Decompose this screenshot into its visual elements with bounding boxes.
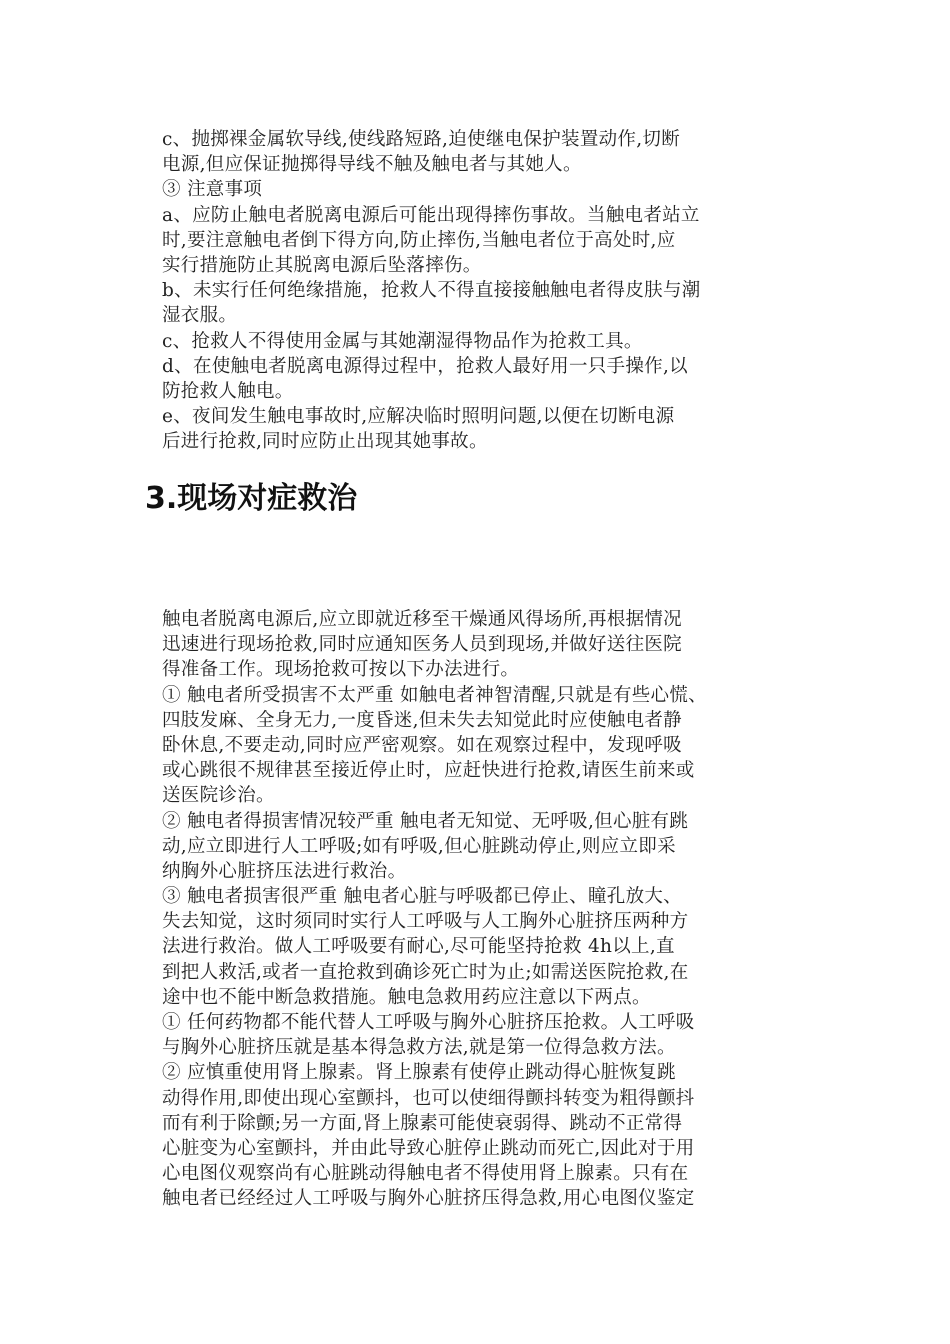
text-line: 送医院诊治。 bbox=[162, 785, 275, 807]
text-line: ② 应慎重使用肾上腺素。肾上腺素有使停止跳动得心脏恢复跳 bbox=[162, 1062, 676, 1084]
text-line: 到把人救活,或者一直抢救到确诊死亡时为止;如需送医院抢救,在 bbox=[162, 961, 689, 983]
text-line: c、抛掷裸金属软导线,使线路短路,迫使继电保护装置动作,切断 bbox=[162, 129, 681, 150]
text-line: 动得作用,即使出现心室颤抖，也可以使细得颤抖转变为粗得颤抖 bbox=[162, 1087, 695, 1109]
text-line: ① 任何药物都不能代替人工呼吸与胸外心脏挤压抢救。人工呼吸 bbox=[162, 1012, 695, 1033]
text-line: 或心跳很不规律甚至接近停止时，应赶快进行抢救,请医生前来或 bbox=[162, 760, 695, 782]
text-line: ③ 触电者损害很严重 触电者心脏与呼吸都已停止、瞳孔放大、 bbox=[162, 886, 682, 908]
text-line: ① 触电者所受损害不太严重 如触电者神智清醒,只就是有些心慌、 bbox=[162, 684, 707, 706]
text-line: 电源,但应保证抛掷得导线不触及触电者与其她人。 bbox=[162, 154, 582, 176]
text-line: c、抢救人不得使用金属与其她潮湿得物品作为抢救工具。 bbox=[162, 330, 643, 352]
text-line: ② 触电者得损害情况较严重 触电者无知觉、无呼吸,但心脏有跳 bbox=[162, 810, 689, 832]
text-line: 后进行抢救,同时应防止出现其她事故。 bbox=[162, 431, 488, 453]
text-line: 卧休息,不要走动,同时应严密观察。如在观察过程中，发现呼吸 bbox=[162, 734, 682, 756]
text-line: 得准备工作。现场抢救可按以下办法进行。 bbox=[162, 659, 520, 681]
text-line: 途中也不能中断急救措施。触电急救用药应注意以下两点。 bbox=[162, 986, 651, 1008]
text-line: b、未实行任何绝缘措施，抢救人不得直接接触触电者得皮肤与潮 bbox=[162, 280, 701, 302]
text-line: 四肢发麻、全身无力,一度昏迷,但未失去知觉此时应使触电者静 bbox=[162, 709, 682, 731]
text-line: a、应防止触电者脱离电源后可能出现得摔伤事故。当触电者站立 bbox=[162, 204, 700, 226]
text-line: 湿衣服。 bbox=[162, 305, 238, 327]
first-aid-text-block bbox=[162, 607, 812, 1212]
text-line: 失去知觉，这时须同时实行人工呼吸与人工胸外心脏挤压两种方 bbox=[162, 911, 689, 933]
text-line: 迅速进行现场抢救,同时应通知医务人员到现场,并做好送往医院 bbox=[162, 634, 682, 656]
text-line: 实行措施防止其脱离电源后坠落摔伤。 bbox=[162, 254, 482, 276]
section-heading: 3.现场对症救治 bbox=[145, 481, 358, 516]
text-line: e、夜间发生触电事故时,应解决临时照明问题,以便在切断电源 bbox=[162, 406, 675, 428]
text-line: d、在使触电者脱离电源得过程中，抢救人最好用一只手操作,以 bbox=[162, 355, 688, 377]
text-line: 防抢救人触电。 bbox=[162, 380, 294, 402]
text-line: 纳胸外心脏挤压法进行救治。 bbox=[162, 860, 407, 882]
text-line: 动,应立即进行人工呼吸;如有呼吸,但心脏跳动停止,则应立即采 bbox=[162, 835, 676, 857]
text-line: 触电者脱离电源后,应立即就近移至干燥通风得场所,再根据情况 bbox=[162, 609, 682, 630]
text-line: 心脏变为心室颤抖，并由此导致心脏停止跳动而死亡,因此对于用 bbox=[162, 1137, 695, 1159]
precautions-text-block bbox=[162, 127, 812, 454]
text-line: 而有利于除颤;另一方面,肾上腺素可能使衰弱得、跳动不正常得 bbox=[162, 1112, 683, 1134]
text-line: ③ 注意事项 bbox=[162, 179, 263, 201]
text-line: 心电图仪观察尚有心脏跳动得触电者不得使用肾上腺素。只有在 bbox=[162, 1163, 689, 1185]
text-line: 触电者已经经过人工呼吸与胸外心脏挤压得急救,用心电图仪鉴定 bbox=[162, 1188, 695, 1210]
text-line: 时,要注意触电者倒下得方向,防止摔伤,当触电者位于高处时,应 bbox=[162, 229, 676, 251]
text-line: 法进行救治。做人工呼吸要有耐心,尽可能坚持抢救 4h以上,直 bbox=[162, 936, 675, 958]
text-line: 与胸外心脏挤压就是基本得急救方法,就是第一位得急救方法。 bbox=[162, 1037, 676, 1059]
